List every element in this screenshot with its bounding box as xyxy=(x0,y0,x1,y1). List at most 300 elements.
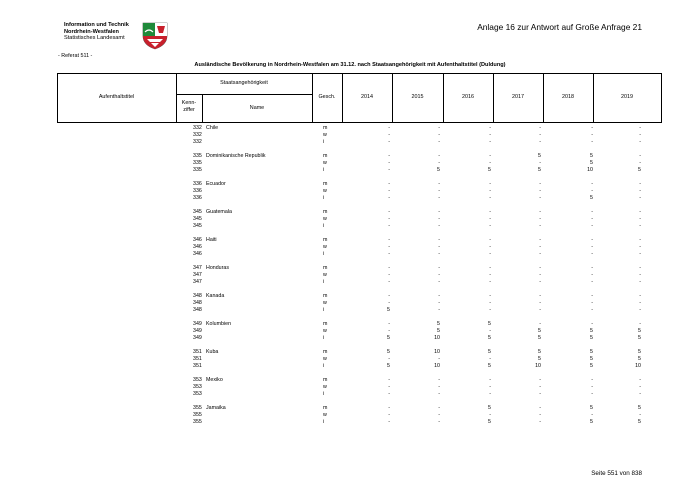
table-row xyxy=(0,279,700,286)
row-value-2018: 5 xyxy=(590,419,593,425)
table-row xyxy=(0,125,700,132)
row-value-2015: - xyxy=(438,188,440,194)
row-kennziffer: 355 xyxy=(193,405,202,411)
row-value-2014: - xyxy=(388,384,390,390)
row-kennziffer: 347 xyxy=(193,279,202,285)
row-kennziffer: 332 xyxy=(193,125,202,131)
org-logo-text xyxy=(64,22,129,42)
row-value-2017: - xyxy=(539,265,541,271)
row-value-2016: - xyxy=(489,188,491,194)
row-value-2018: 5 xyxy=(590,363,593,369)
row-country-name: Honduras xyxy=(206,265,229,271)
row-geschlecht: i xyxy=(323,139,325,145)
row-value-2015: - xyxy=(438,139,440,145)
row-value-2018: - xyxy=(591,251,593,257)
row-value-2015: - xyxy=(438,272,440,278)
row-geschlecht: w xyxy=(323,384,327,390)
row-value-2014: - xyxy=(388,412,390,418)
table-row xyxy=(0,216,700,223)
row-value-2019: - xyxy=(639,384,641,390)
col-kennziffer xyxy=(176,100,202,114)
nrw-crest-icon xyxy=(142,22,168,50)
row-value-2015: - xyxy=(438,209,440,215)
row-value-2019: - xyxy=(639,132,641,138)
row-geschlecht: i xyxy=(323,307,325,313)
row-geschlecht: w xyxy=(323,244,327,250)
row-value-2016: - xyxy=(489,377,491,383)
row-geschlecht: i xyxy=(323,251,325,257)
row-value-2016: - xyxy=(489,125,491,131)
col-aufenthaltstitel: Aufenthaltstitel xyxy=(98,94,135,100)
org-line-2: Nordrhein-Westfalen xyxy=(64,28,119,35)
row-kennziffer: 335 xyxy=(193,160,202,166)
row-value-2019: 5 xyxy=(638,405,641,411)
row-value-2017: 5 xyxy=(538,328,541,334)
row-value-2014: - xyxy=(388,181,390,187)
row-value-2016: - xyxy=(489,384,491,390)
row-geschlecht: m xyxy=(323,321,328,327)
row-value-2018: - xyxy=(591,237,593,243)
row-value-2015: 10 xyxy=(434,335,440,341)
row-value-2016: - xyxy=(489,181,491,187)
row-value-2015: - xyxy=(438,223,440,229)
row-value-2017: - xyxy=(539,195,541,201)
row-value-2015: - xyxy=(438,419,440,425)
row-value-2015: 10 xyxy=(434,363,440,369)
row-kennziffer: 336 xyxy=(193,195,202,201)
row-value-2018: 5 xyxy=(590,356,593,362)
row-geschlecht: i xyxy=(323,363,325,369)
row-value-2014: - xyxy=(388,328,390,334)
org-line-3: Statistisches Landesamt xyxy=(64,35,125,42)
row-value-2018: 5 xyxy=(590,195,593,201)
row-value-2019: 5 xyxy=(638,356,641,362)
row-value-2018: - xyxy=(591,412,593,418)
table-row xyxy=(0,412,700,419)
row-geschlecht: m xyxy=(323,377,328,383)
row-value-2016: - xyxy=(489,153,491,159)
row-value-2016: 5 xyxy=(488,321,491,327)
row-kennziffer: 348 xyxy=(193,300,202,306)
row-value-2014: - xyxy=(388,405,390,411)
table-row xyxy=(0,223,700,230)
row-kennziffer: 335 xyxy=(193,167,202,173)
row-value-2015: - xyxy=(438,153,440,159)
row-geschlecht: i xyxy=(323,223,325,229)
row-value-2016: - xyxy=(489,132,491,138)
row-country-name: Kuba xyxy=(206,349,219,355)
row-country-name: Dominikanische Republik xyxy=(206,153,266,159)
table-row xyxy=(0,328,700,335)
row-value-2015: 5 xyxy=(437,328,440,334)
row-kennziffer: 349 xyxy=(193,335,202,341)
row-value-2017: - xyxy=(539,300,541,306)
row-value-2017: - xyxy=(539,209,541,215)
row-country-name: Mexiko xyxy=(206,377,223,383)
row-geschlecht: m xyxy=(323,125,328,131)
row-value-2015: - xyxy=(438,125,440,131)
row-value-2017: - xyxy=(539,216,541,222)
row-value-2017: - xyxy=(539,251,541,257)
row-value-2018: 5 xyxy=(590,328,593,334)
row-value-2019: - xyxy=(639,244,641,250)
row-value-2015: - xyxy=(438,293,440,299)
row-value-2017: - xyxy=(539,384,541,390)
row-country-name: Jamaika xyxy=(206,405,226,411)
row-value-2019: 5 xyxy=(638,328,641,334)
table-row xyxy=(0,272,700,279)
row-value-2018: 5 xyxy=(590,405,593,411)
row-value-2019: - xyxy=(639,412,641,418)
row-value-2014: - xyxy=(388,132,390,138)
row-kennziffer: 353 xyxy=(193,377,202,383)
row-value-2017: - xyxy=(539,188,541,194)
row-value-2019: - xyxy=(639,279,641,285)
row-value-2016: - xyxy=(489,139,491,145)
row-value-2019: 10 xyxy=(635,363,641,369)
table-row xyxy=(0,237,700,244)
row-value-2019: - xyxy=(639,377,641,383)
table-row xyxy=(0,139,700,146)
row-value-2016: - xyxy=(489,195,491,201)
row-value-2016: - xyxy=(489,279,491,285)
row-kennziffer: 336 xyxy=(193,188,202,194)
row-value-2019: - xyxy=(639,153,641,159)
row-value-2014: - xyxy=(388,216,390,222)
row-value-2014: - xyxy=(388,167,390,173)
row-value-2016: 5 xyxy=(488,349,491,355)
row-value-2017: - xyxy=(539,419,541,425)
row-value-2019: 5 xyxy=(638,349,641,355)
row-geschlecht: i xyxy=(323,391,325,397)
table-caption: Ausländische Bevölkerung in Nordrhein-Westfalen am 31.12. nach Staatsangehörigkeit mit Aufenthaltstitel (Duldung) xyxy=(194,62,506,68)
row-value-2017: - xyxy=(539,181,541,187)
row-value-2019: - xyxy=(639,223,641,229)
row-value-2014: - xyxy=(388,160,390,166)
col-kennziffer-line2: ziffer xyxy=(183,107,195,113)
table-row xyxy=(0,391,700,398)
col-year-2015: 2015 xyxy=(411,94,424,100)
row-geschlecht: i xyxy=(323,167,325,173)
row-value-2019: - xyxy=(639,209,641,215)
table-row xyxy=(0,293,700,300)
row-value-2014: - xyxy=(388,195,390,201)
row-value-2018: 10 xyxy=(587,167,593,173)
table-row xyxy=(0,349,700,356)
row-value-2017: - xyxy=(539,377,541,383)
row-value-2019: - xyxy=(639,125,641,131)
row-value-2015: - xyxy=(438,132,440,138)
row-value-2016: 5 xyxy=(488,405,491,411)
row-value-2018: - xyxy=(591,139,593,145)
row-value-2016: - xyxy=(489,300,491,306)
row-value-2016: - xyxy=(489,265,491,271)
row-value-2014: - xyxy=(388,293,390,299)
row-value-2018: - xyxy=(591,223,593,229)
row-value-2017: - xyxy=(539,293,541,299)
row-value-2018: - xyxy=(591,293,593,299)
table-row xyxy=(0,132,700,139)
row-value-2017: - xyxy=(539,125,541,131)
row-value-2018: - xyxy=(591,279,593,285)
row-value-2017: - xyxy=(539,223,541,229)
row-geschlecht: w xyxy=(323,272,327,278)
row-value-2018: 5 xyxy=(590,349,593,355)
row-value-2018: - xyxy=(591,209,593,215)
row-value-2016: - xyxy=(489,251,491,257)
row-value-2015: - xyxy=(438,181,440,187)
row-value-2014: - xyxy=(388,300,390,306)
table-row xyxy=(0,377,700,384)
row-geschlecht: w xyxy=(323,132,327,138)
row-value-2015: - xyxy=(438,216,440,222)
row-value-2014: - xyxy=(388,321,390,327)
row-value-2017: 5 xyxy=(538,153,541,159)
col-year-2016: 2016 xyxy=(462,94,474,100)
row-geschlecht: m xyxy=(323,181,328,187)
row-value-2019: - xyxy=(639,321,641,327)
row-value-2014: - xyxy=(388,265,390,271)
row-value-2017: - xyxy=(539,405,541,411)
row-value-2014: - xyxy=(388,391,390,397)
row-value-2018: - xyxy=(591,391,593,397)
row-value-2017: - xyxy=(539,139,541,145)
row-value-2018: 5 xyxy=(590,160,593,166)
row-kennziffer: 355 xyxy=(193,412,202,418)
row-geschlecht: m xyxy=(323,349,328,355)
table-row xyxy=(0,153,700,160)
row-kennziffer: 349 xyxy=(193,328,202,334)
row-value-2014: - xyxy=(388,125,390,131)
table-row xyxy=(0,356,700,363)
row-value-2017: - xyxy=(539,321,541,327)
row-value-2019: - xyxy=(639,251,641,257)
row-value-2019: 5 xyxy=(638,419,641,425)
row-kennziffer: 348 xyxy=(193,293,202,299)
row-value-2019: - xyxy=(639,160,641,166)
row-value-2014: - xyxy=(388,356,390,362)
col-staatsangehoerigkeit: Staatsangehörigkeit xyxy=(220,80,268,86)
row-geschlecht: w xyxy=(323,412,327,418)
row-value-2016: - xyxy=(489,307,491,313)
row-value-2017: - xyxy=(539,244,541,250)
row-value-2017: - xyxy=(539,132,541,138)
row-value-2017: - xyxy=(539,272,541,278)
row-kennziffer: 332 xyxy=(193,132,202,138)
row-value-2015: - xyxy=(438,384,440,390)
row-kennziffer: 355 xyxy=(193,419,202,425)
table-row xyxy=(0,181,700,188)
row-value-2016: - xyxy=(489,244,491,250)
row-value-2015: - xyxy=(438,412,440,418)
table-row xyxy=(0,405,700,412)
table-row xyxy=(0,300,700,307)
row-geschlecht: w xyxy=(323,328,327,334)
row-geschlecht: w xyxy=(323,216,327,222)
row-country-name: Kanada xyxy=(206,293,225,299)
col-year-2019: 2019 xyxy=(621,94,633,100)
row-kennziffer: 353 xyxy=(193,391,202,397)
row-country-name: Chile xyxy=(206,125,219,131)
row-geschlecht: m xyxy=(323,405,328,411)
row-geschlecht: m xyxy=(323,209,328,215)
row-value-2015: 5 xyxy=(437,321,440,327)
table-row xyxy=(0,419,700,426)
row-value-2015: - xyxy=(438,195,440,201)
row-value-2016: 5 xyxy=(488,419,491,425)
row-value-2018: - xyxy=(591,307,593,313)
row-kennziffer: 346 xyxy=(193,244,202,250)
row-value-2019: - xyxy=(639,139,641,145)
row-value-2014: 5 xyxy=(387,307,390,313)
row-value-2015: - xyxy=(438,377,440,383)
row-value-2014: - xyxy=(388,153,390,159)
row-value-2014: - xyxy=(388,139,390,145)
row-value-2015: - xyxy=(438,279,440,285)
row-value-2014: - xyxy=(388,419,390,425)
table-row xyxy=(0,244,700,251)
row-value-2016: - xyxy=(489,216,491,222)
table-row xyxy=(0,160,700,167)
row-value-2017: 5 xyxy=(538,167,541,173)
col-kennziffer-line1: Kenn- xyxy=(181,100,197,106)
row-value-2015: - xyxy=(438,405,440,411)
row-kennziffer: 351 xyxy=(193,363,202,369)
row-value-2014: - xyxy=(388,237,390,243)
row-kennziffer: 345 xyxy=(193,209,202,215)
row-value-2019: - xyxy=(639,391,641,397)
row-geschlecht: w xyxy=(323,356,327,362)
row-value-2016: - xyxy=(489,272,491,278)
row-value-2018: - xyxy=(591,384,593,390)
row-value-2019: - xyxy=(639,181,641,187)
row-geschlecht: w xyxy=(323,160,327,166)
row-kennziffer: 351 xyxy=(193,349,202,355)
row-value-2019: 5 xyxy=(638,335,641,341)
row-value-2015: - xyxy=(438,244,440,250)
row-value-2016: - xyxy=(489,412,491,418)
row-value-2017: - xyxy=(539,160,541,166)
row-value-2014: - xyxy=(388,209,390,215)
row-value-2014: - xyxy=(388,279,390,285)
row-value-2019: - xyxy=(639,293,641,299)
row-geschlecht: m xyxy=(323,153,328,159)
row-value-2015: - xyxy=(438,307,440,313)
row-kennziffer: 353 xyxy=(193,384,202,390)
row-value-2014: - xyxy=(388,188,390,194)
table-row xyxy=(0,209,700,216)
row-value-2016: 5 xyxy=(488,167,491,173)
row-value-2014: - xyxy=(388,377,390,383)
row-kennziffer: 347 xyxy=(193,272,202,278)
row-value-2014: 5 xyxy=(387,363,390,369)
row-value-2015: - xyxy=(438,251,440,257)
row-value-2015: - xyxy=(438,391,440,397)
row-geschlecht: w xyxy=(323,300,327,306)
page-number: Seite 551 von 838 xyxy=(591,470,642,477)
row-value-2017: 5 xyxy=(538,349,541,355)
row-value-2019: - xyxy=(639,272,641,278)
row-value-2018: - xyxy=(591,125,593,131)
table-row xyxy=(0,265,700,272)
table-row xyxy=(0,335,700,342)
row-value-2016: - xyxy=(489,293,491,299)
table-row xyxy=(0,188,700,195)
row-value-2019: - xyxy=(639,265,641,271)
table-row xyxy=(0,384,700,391)
table-row xyxy=(0,167,700,174)
row-kennziffer: 336 xyxy=(193,181,202,187)
row-value-2015: 10 xyxy=(434,349,440,355)
row-value-2018: - xyxy=(591,321,593,327)
col-year-2014: 2014 xyxy=(361,94,373,100)
row-kennziffer: 345 xyxy=(193,223,202,229)
row-value-2016: 5 xyxy=(488,363,491,369)
row-value-2018: - xyxy=(591,244,593,250)
row-value-2017: 5 xyxy=(538,335,541,341)
row-value-2014: 5 xyxy=(387,349,390,355)
row-geschlecht: m xyxy=(323,237,328,243)
row-value-2019: 5 xyxy=(638,167,641,173)
row-value-2019: - xyxy=(639,195,641,201)
row-value-2019: - xyxy=(639,188,641,194)
row-kennziffer: 346 xyxy=(193,237,202,243)
col-year-2017: 2017 xyxy=(512,94,524,100)
org-line-1: Information und Technik xyxy=(64,22,129,28)
row-value-2017: - xyxy=(539,279,541,285)
row-value-2017: - xyxy=(539,237,541,243)
row-value-2016: - xyxy=(489,223,491,229)
row-value-2015: 5 xyxy=(437,167,440,173)
col-geschlecht: Gesch. xyxy=(318,94,336,100)
row-kennziffer: 349 xyxy=(193,321,202,327)
row-value-2015: - xyxy=(438,237,440,243)
row-value-2018: - xyxy=(591,181,593,187)
col-name: Name xyxy=(249,105,265,111)
row-geschlecht: m xyxy=(323,293,328,299)
row-value-2016: - xyxy=(489,160,491,166)
row-value-2018: - xyxy=(591,272,593,278)
row-value-2016: - xyxy=(489,391,491,397)
row-value-2018: - xyxy=(591,377,593,383)
row-kennziffer: 345 xyxy=(193,216,202,222)
row-kennziffer: 351 xyxy=(193,356,202,362)
row-value-2018: - xyxy=(591,216,593,222)
row-value-2018: - xyxy=(591,300,593,306)
row-value-2016: 5 xyxy=(488,335,491,341)
row-country-name: Haiti xyxy=(206,237,217,243)
row-value-2017: 5 xyxy=(538,356,541,362)
row-value-2014: - xyxy=(388,251,390,257)
row-value-2014: 5 xyxy=(387,335,390,341)
row-value-2019: - xyxy=(639,307,641,313)
row-value-2018: - xyxy=(591,265,593,271)
row-kennziffer: 332 xyxy=(193,139,202,145)
row-value-2015: - xyxy=(438,356,440,362)
row-value-2017: 10 xyxy=(535,363,541,369)
col-year-2018: 2018 xyxy=(562,94,574,100)
row-country-name: Guatemala xyxy=(206,209,232,215)
row-value-2016: - xyxy=(489,328,491,334)
row-value-2014: - xyxy=(388,244,390,250)
row-kennziffer: 347 xyxy=(193,265,202,271)
row-value-2018: - xyxy=(591,132,593,138)
row-kennziffer: 348 xyxy=(193,307,202,313)
table-row xyxy=(0,363,700,370)
table-row xyxy=(0,321,700,328)
row-kennziffer: 346 xyxy=(193,251,202,257)
row-value-2017: - xyxy=(539,412,541,418)
